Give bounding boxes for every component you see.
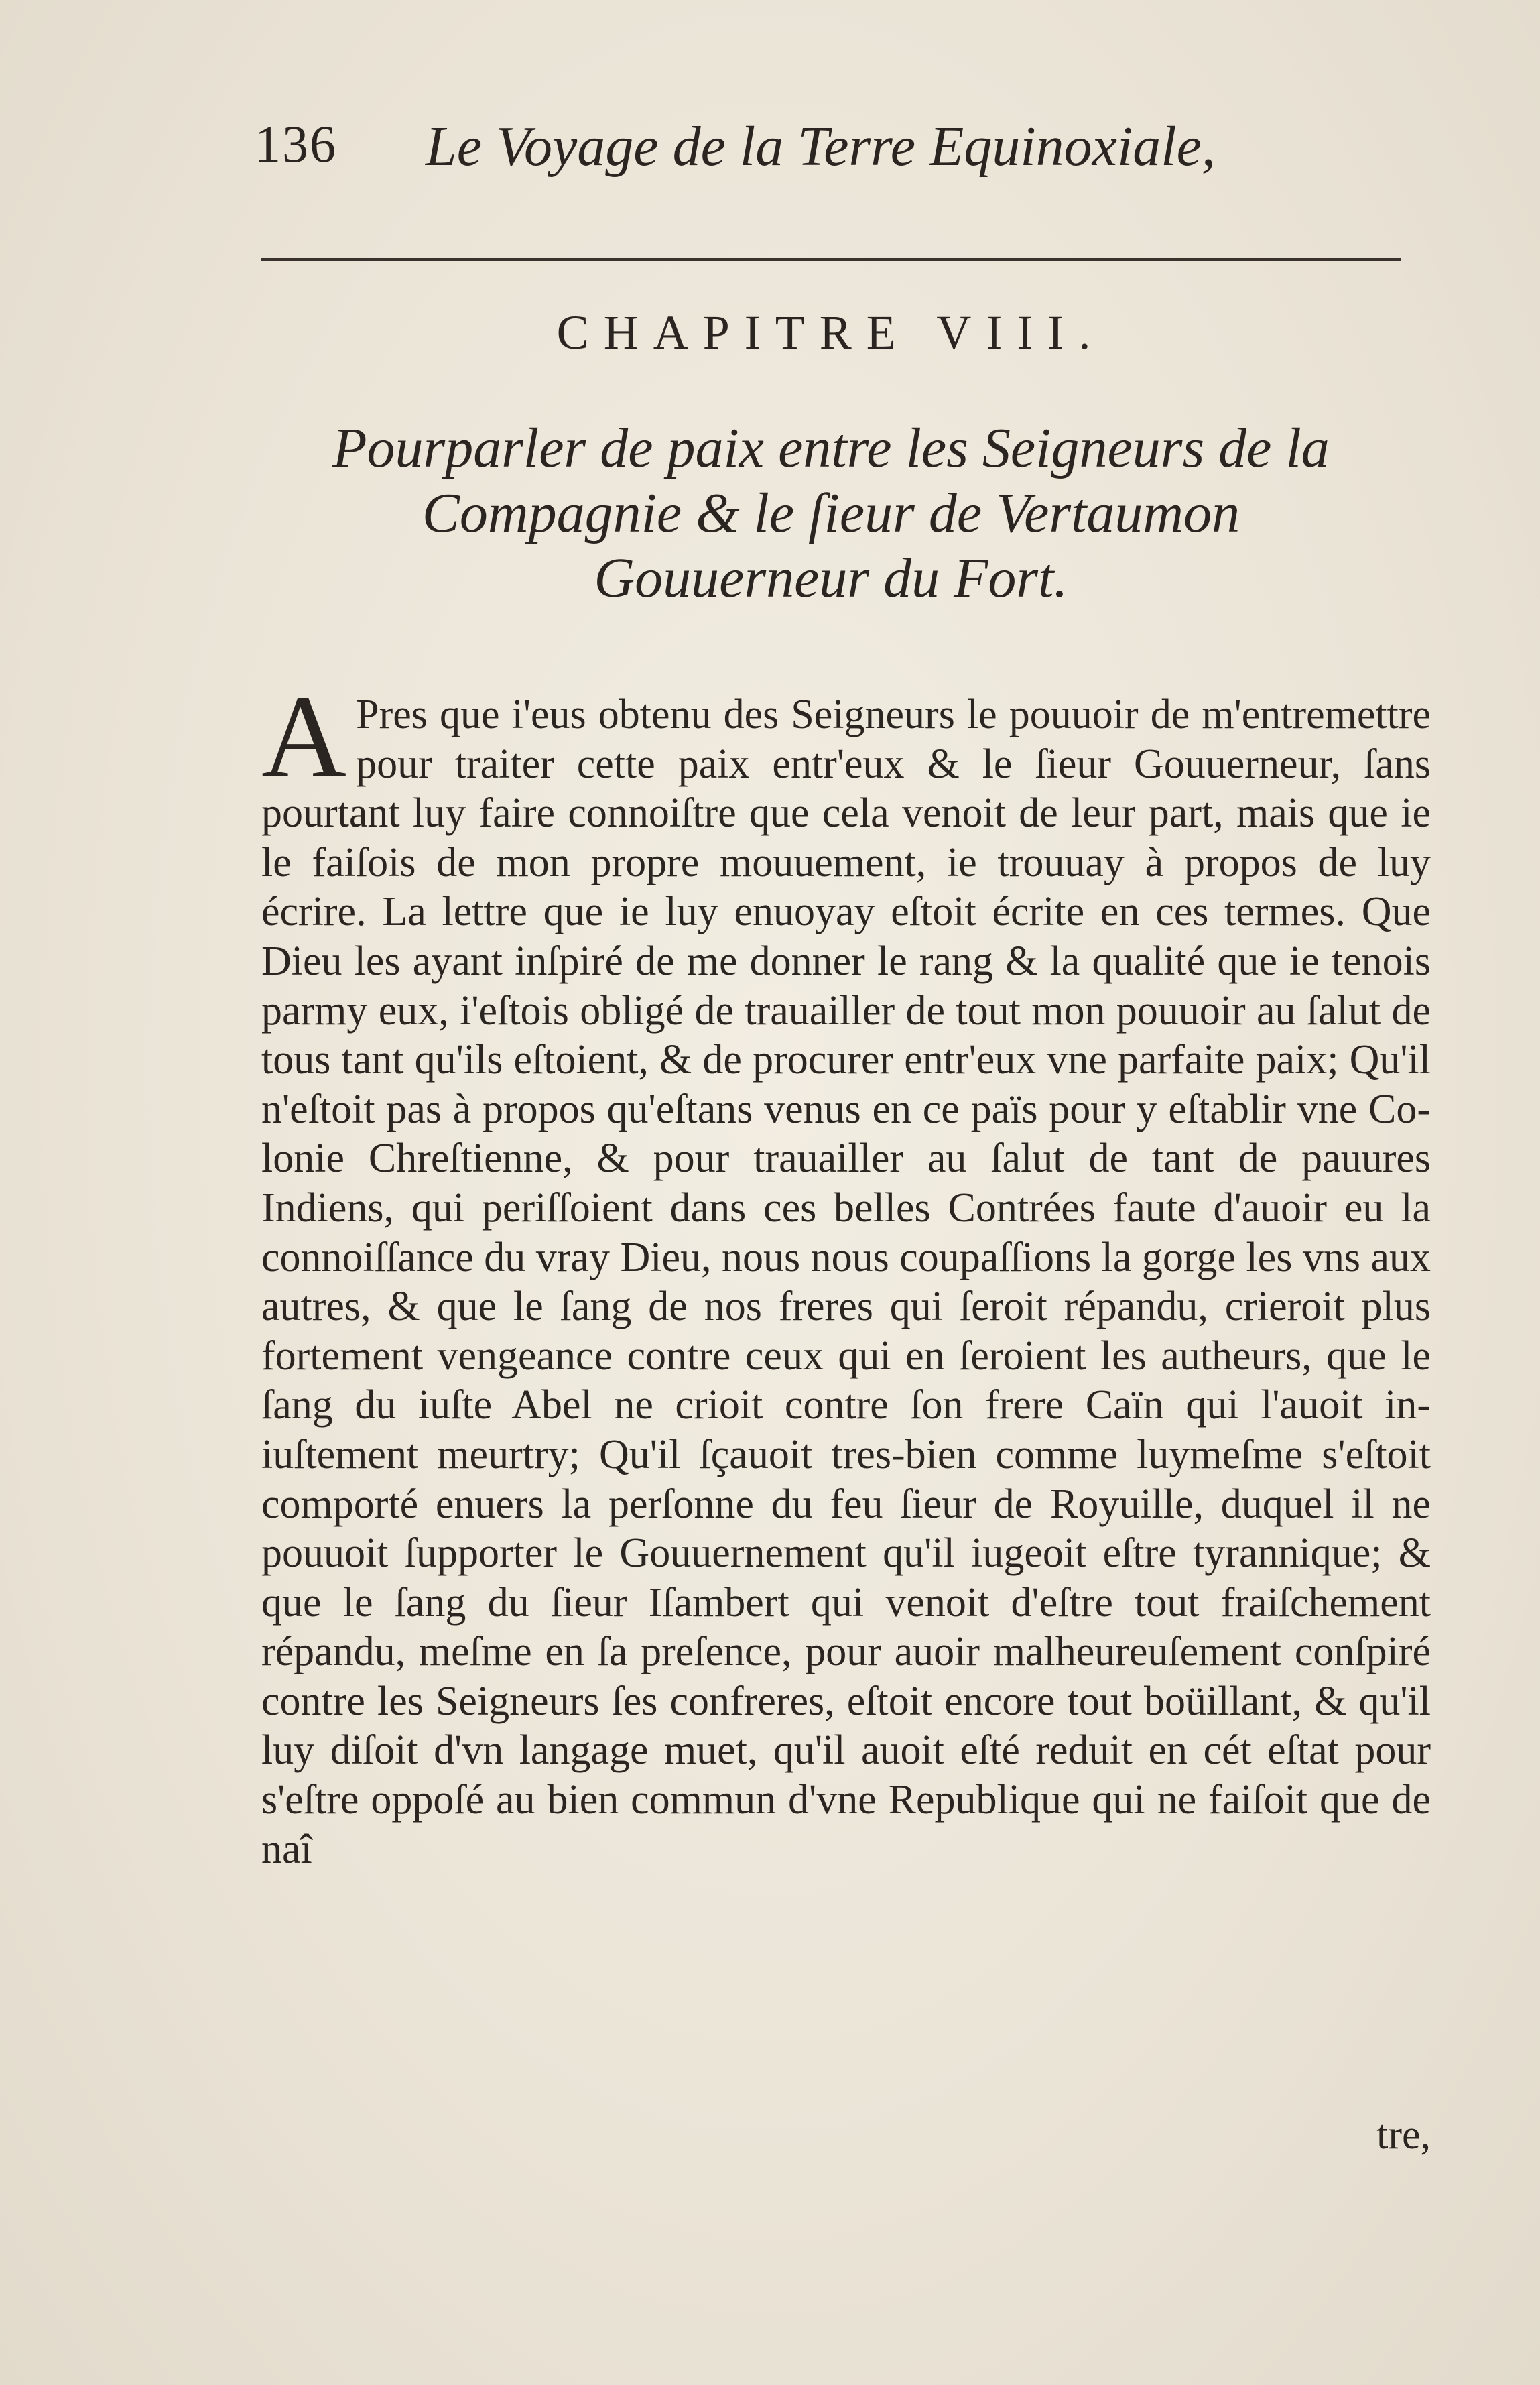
page-number: 136 [255,115,337,173]
body-text: Pres que i'eus obtenu des Seigneurs le pouuoir de m'entremettre pour traiter cette paix entr'eux & le ſieur Gouuerneur, ſans pourtant luy faire connoiſtre que cela venoit de leur part, mais que ie le faiſois de mon propre mouuement, ie trouuay à propos de luy écrire. La lettre que ie luy enuoyay eſtoit écrite en ces termes. Que Dieu les ayant inſpiré de me donner le rang & la qualité que ie tenois parmy eux, i'eſtois obligé de trauailler de tout mon pouuoir au ſalut de tous tant qu'ils eſtoient, & de procurer entr'eux vne parfaite paix; Qu'il n'eſtoit pas à propos qu'eſtans venus en ce païs pour y eſtablir vne Colonie Chreſtienne, & pour trauailler au ſalut de tant de pauures Indiens, qui periſſoient dans ces belles Contrées faute d'auoir eu la connoiſſance du vray Dieu, nous nous coupaſſions la gorge les vns aux autres, & que le ſang de nos freres qui ſeroit répandu, crieroit plus fortement vengeance contre ceux qui en ſeroient les autheurs, que le ſang du iuſte Abel ne crioit contre ſon frere Caïn qui l'auoit iniuſtement meurtry; Qu'il ſçauoit tres-bien comme luymeſme s'eſtoit comporté enuers la perſonne du feu ſieur de Royuille, duquel il ne pouuoit ſupporter le Gouuernement qu'il iugeoit eſtre tyrannique; & que le ſang du ſieur Iſambert qui venoit d'eſtre tout fraiſchement répandu, meſme en ſa preſence, pour auoir malheureuſement conſpiré contre les Seigneurs ſes confreres, eſtoit encore tout boüillant, & qu'il luy diſoit d'vn langage muet, qu'il auoit eſté reduit en cét eſtat pour s'eſtre oppoſé au bien commun d'vne Republique qui ne faiſoit que de naî [261,692,1431,1872]
catchword: tre, [1376,2112,1431,2158]
running-title: Le Voyage de la Terre Equinoxiale, [426,115,1216,178]
chapter-subtitle-line: Compagnie & le ſieur de Vertaumon [422,482,1240,544]
chapter-heading: CHAPITRE VIII. [556,306,1106,359]
body-paragraph [261,672,1431,1874]
chapter-subtitle-line: Gouuerneur du Fort. [594,547,1068,609]
header-rule [261,258,1401,261]
chapter-subtitle-line: Pourparler de paix entre les Seigneurs de la [332,417,1330,479]
page-header [255,107,1394,181]
chapter-subtitle [261,416,1401,611]
drop-cap: A [261,672,347,802]
